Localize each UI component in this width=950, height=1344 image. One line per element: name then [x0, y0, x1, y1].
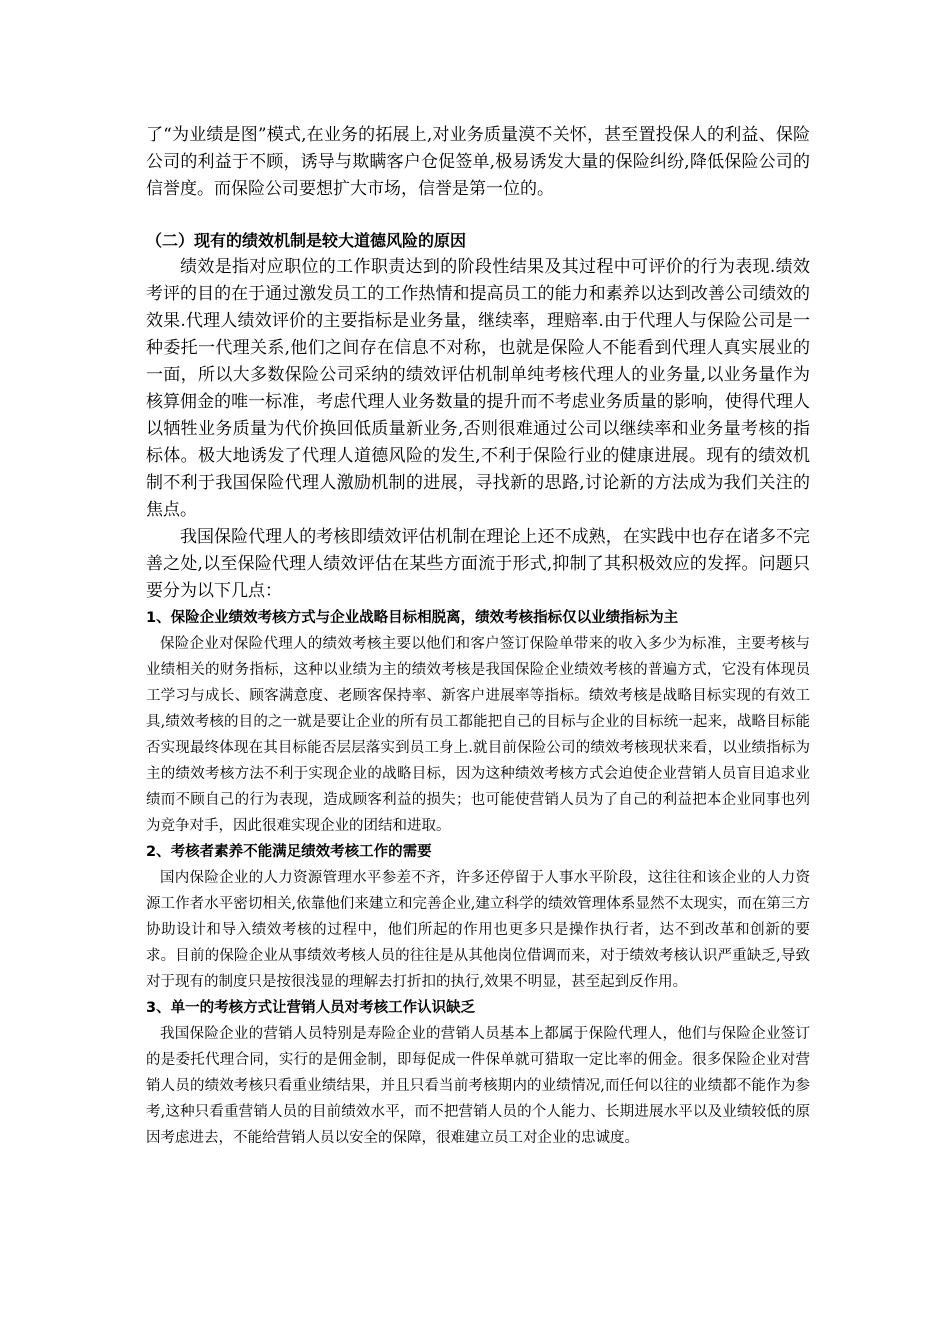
document-body — [146, 122, 810, 1151]
item2-paragraph: 国内保险企业的人力资源管理水平参差不齐，许多还停留于人事水平阶段，这往往和该企业的人力资源工作者水平密切相关,依靠他们来建立和完善企业,建立科学的绩效管理体系显然不太现实，而在第三方协助设计和导入绩效考核的过程中，他们所起的作用也更多只是操作执行者，达不到改革和创新的要求。目前的保险企业从事绩效考核人员的往往是从其他岗位借调而来，对于绩效考核认识严重缺乏,导致对于现有的制度只是按很浅显的理解去打折扣的执行,效果不明显，甚至起到反作用。 — [146, 870, 810, 990]
intro-paragraph: 了“为业绩是图”模式,在业务的拓展上,对业务质量漠不关怀，甚至置投保人的利益、保险公司的利益于不顾，诱导与欺瞒客户仓促签单,极易诱发大量的保险纠纷,降低保险公司的信誉度。而保险公司要想扩大市场，信誉是第一位的。 — [146, 125, 810, 199]
item3-paragraph: 我国保险企业的营销人员特别是寿险企业的营销人员基本上都属于保险代理人，他们与保险企业签订的是委托代理合同，实行的是佣金制，即每促成一件保单就可猎取一定比率的佣金。很多保险企业对营销人员的绩效考核只看重业绩结果，并且只看当前考核期内的业绩情况,而任何以往的业绩都不能作为参考,这种只看重营销人员的目前绩效水平，而不把营销人员的个人能力、长期进展水平以及业绩较低的原因考虑进去，不能给营销人员以安全的保障，很难建立员工对企业的忠诚度。 — [146, 1026, 810, 1146]
item2-heading: 2、考核者素养不能满足绩效考核工作的需要 — [146, 844, 432, 860]
performance-paragraph: 绩效是指对应职位的工作职责达到的阶段性结果及其过程中可评价的行为表现.绩效考评的目的在于通过激发员工的工作热情和提高员工的能力和素养以达到改善公司绩效的效果.代理人绩效评价的主要指标是业务量，继续率，理赔率.由于代理人与保险公司是一种委托一代理关系,他们之间存在信息不对称，也就是保险人不能看到代理人真实展业的一面，所以大多数保险公司采纳的绩效评估机制单纯考核代理人的业务量,以业务量作为核算佣金的唯一标准，考虑代理人业务数量的提升而不考虑业务质量的影响，使得代理人以牺牲业务质量为代价换回低质量新业务,否则很难通过公司以继续率和业务量考核的指标体。极大地诱发了代理人道德风险的发生,不利于保险行业的健康进展。现有的绩效机制不利于我国保险代理人激励机制的进展，寻找新的思路,讨论新的方法成为我们关注的焦点。 — [146, 257, 810, 520]
item1-paragraph: 保险企业对保险代理人的绩效考核主要以他们和客户签订保险单带来的收入多少为标准，主要考核与业绩相关的财务指标，这种以业绩为主的绩效考核是我国保险企业绩效考核的普遍方式，它没有体现员工学习与成长、顾客满意度、老顾客保持率、新客户进展率等指标。绩效考核是战略目标实现的有效工具,绩效考核的目的之一就是要让企业的所有员工都能把自己的目标与企业的目标统一起来，战略目标能否实现最终体现在其目标能否层层落实到员工身上.就目前保险公司的绩效考核现状来看，以业绩指标为主的绩效考核方法不利于实现企业的战略目标，因为这种绩效考核方式会迫使企业营销人员盲目追求业绩而不顾自己的行为表现，造成顾客利益的损失；也可能使营销人员为了自己的利益把本企业同事也列为竞争对手，因此很难实现企业的团结和进取。 — [146, 636, 810, 834]
section-heading: （二）现有的绩效机制是较大道德风险的原因 — [146, 231, 467, 250]
item1-heading: 1、保险企业绩效考核方式与企业战略目标相脱离，绩效考核指标仅以业绩指标为主 — [146, 610, 679, 626]
problems-paragraph: 我国保险代理人的考核即绩效评估机制在理论上还不成熟，在实践中也存在诸多不完善之处,以至保险代理人绩效评估在某些方面流于形式,抑制了其积极效应的发挥。问题只要分为以下几点： — [146, 527, 810, 601]
item3-heading: 3、单一的考核方式让营销人员对考核工作认识缺乏 — [146, 1000, 476, 1016]
paragraph-gap — [146, 203, 810, 227]
